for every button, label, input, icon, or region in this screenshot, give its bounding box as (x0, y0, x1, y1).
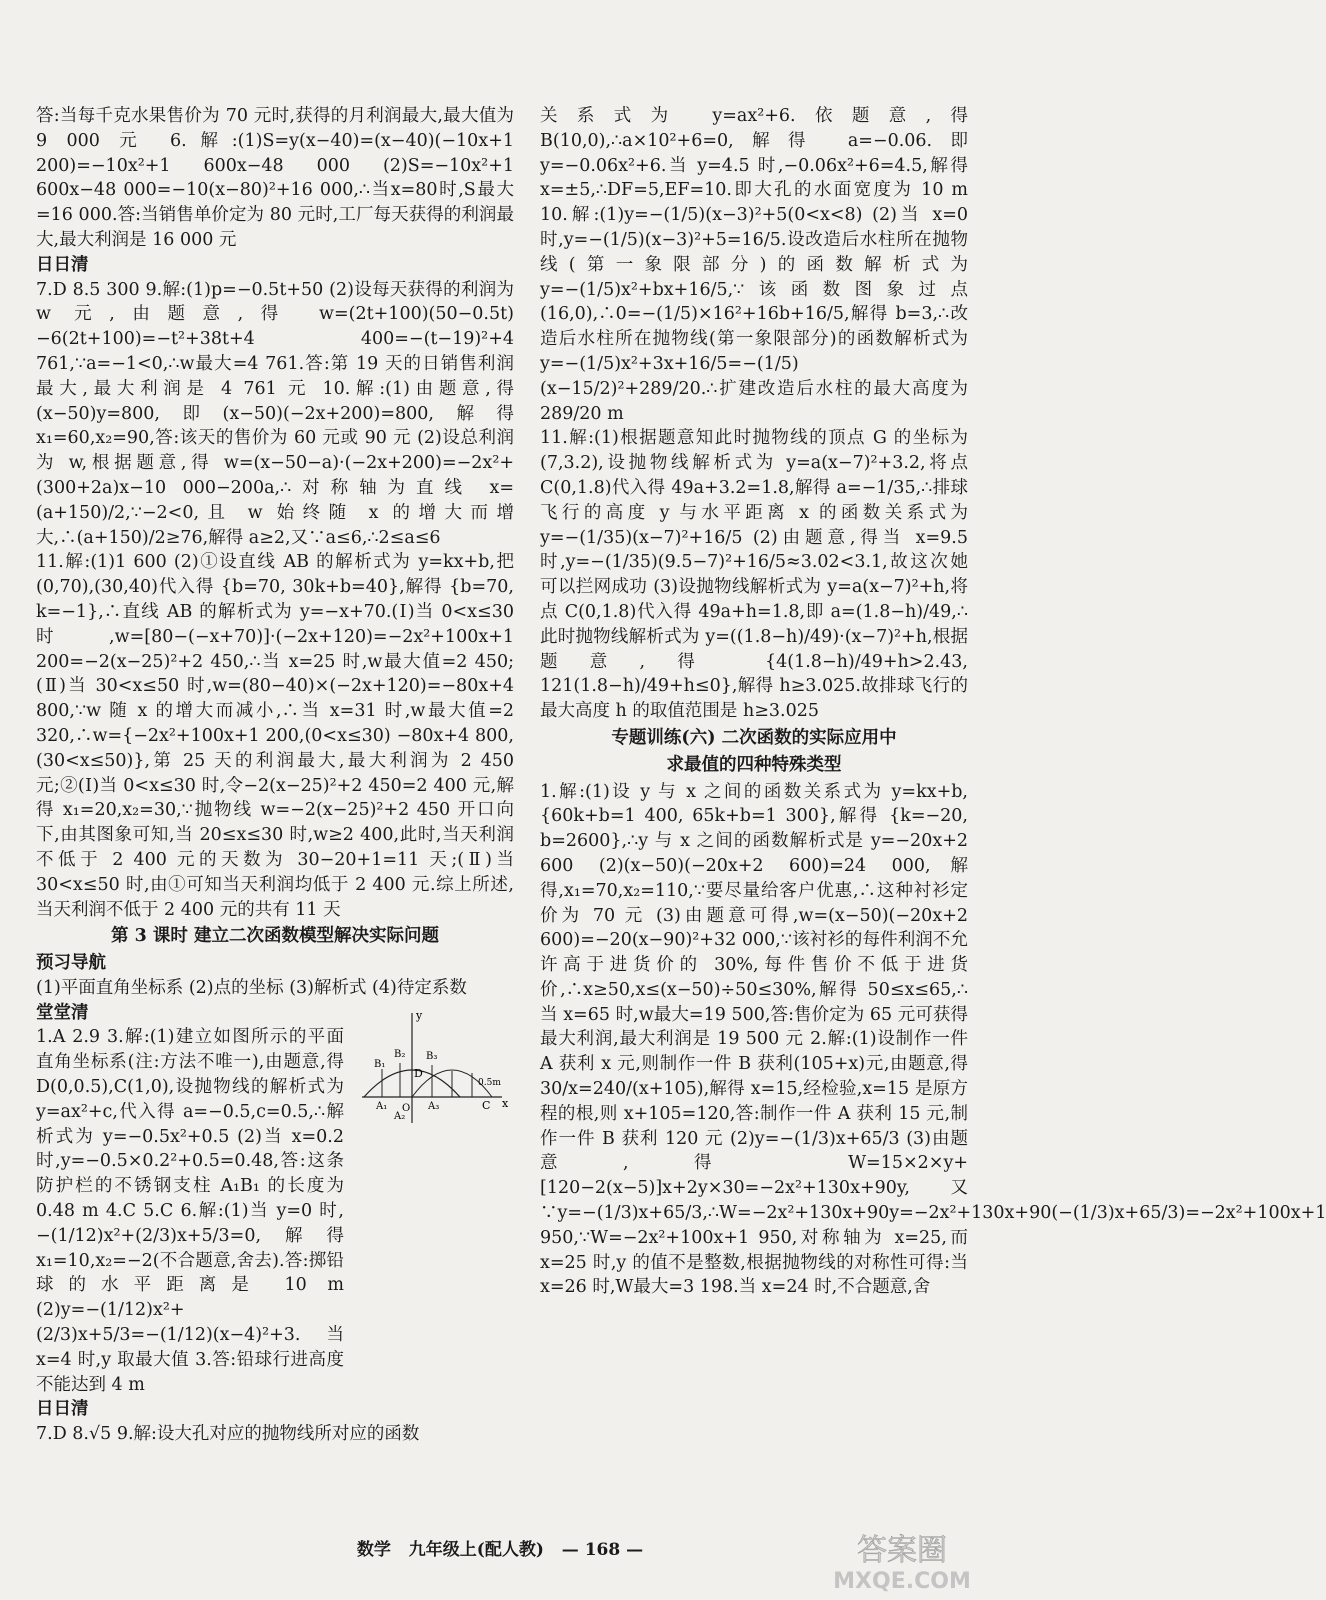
watermark-url: MXQE.COM (833, 1569, 971, 1594)
figure-label: A₃ (428, 1101, 440, 1112)
page-number: — 168 — (561, 1540, 644, 1560)
section-heading: 预习导航 (36, 953, 106, 974)
answer-block: 11.解:(1)根据题意知此时抛物线的顶点 G 的坐标为(7,3.2),设抛物线解析式为 y=a(x−7)²+3.2,将点 C(0,1.8)代入得 49a+3.2=1.8,解得 a=−1/35,∴排球飞行的高度 y 与水平距离 x 的函数关系式为 y=−(1/35)(x−7)²+16/5 (2)由题意,得当 x=9.5 时,y=−(1/35)(9.5−7)²+16/5≈3.02<3.1,故这次她可以拦网成功 (3)设抛物线解析式为 y=a(x−7)²+h,将点 C(0,1.8)代入得 49a+h=1.8,即 a=(1.8−h)/49,∴此时抛物线解析式为 y=((1.8−h)/49)·(x−7)²+h,根据题意,得 {4(1.8−h)/49+h>2.43, 121(1.8−h)/49+h≤0},解得 h≥3.025.故排球飞行的最大高度 h 的取值范围是 h≥3.025 (540, 428, 968, 722)
lesson-title: 第 3 课时 建立二次函数模型解决实际问题 (111, 926, 439, 947)
right-column (540, 104, 1326, 1300)
left-column (36, 104, 514, 1447)
figure-label: C (482, 1099, 491, 1112)
answer-block: 7.D 8.5 300 9.解:(1)p=−0.5t+50 (2)设每天获得的利润为 w 元,由题意,得 w=(2t+100)(50−0.5t)−6(2t+100)=−t²+38t+4 400=−(t−19)²+4 761,∵a=−1<0,∴w最大=4 761.答:第 19 天的日销售利润最大,最大利润是 4 761 元 10.解:(1)由题意,得(x−50)y=800,即(x−50)(−2x+200)=800,解得 x₁=60,x₂=90,答:该天的售价为 60 元或 90 元 (2)设总利润为 w,根据题意,得 w=(x−50−a)·(−2x+200)=−2x²+(300+2a)x−10 000−200a,∴对称轴为直线 x=(a+150)/2,∵−2<0,且 w 始终随 x 的增大而增大,∴(a+150)/2≥76,解得 a≥2,又∵a≤6,∴2≤a≤6 (36, 279, 514, 548)
answer-block: 1.A 2.9 3.解:(1)建立如图所示的平面直角坐标系(注:方法不唯一),由题意,得 D(0,0.5),C(1,0),设抛物线的解析式为 y=ax²+c,代入得 a=−0.5,c=0.5,∴解析式为 y=−0.5x²+0.5 (2)当 x=0.2 时,y=−0.5×0.2²+0.5=0.48,答:这条防护栏的不锈钢支柱 A₁B₁ 的长度为 0.48 m 4.C 5.C 6.解:(1)当 y=0 时,−(1/12)x²+(2/3)x+5/3=0,解得 x₁=10,x₂=−2(不合题意,舍去).答:掷铅球的水平距离是 10 m (2)y=−(1/12)x²+(2/3)x+5/3=−(1/12)(x−4)²+3.当 x=4 时,y 取最大值 3.答:铅球行进高度不能达到 4 m (36, 1027, 344, 1395)
figure-label: D (414, 1067, 423, 1080)
answer-block: (1)平面直角坐标系 (2)点的坐标 (3)解析式 (4)待定系数 (36, 977, 467, 998)
topic-title: 专题训练(六) 二次函数的实际应用中 (611, 727, 897, 748)
topic-subtitle: 求最值的四种特殊类型 (666, 754, 842, 775)
section-heading: 堂堂清 (36, 1002, 89, 1023)
figure-label: y (416, 1009, 423, 1022)
answer-block: 1.解:(1)设 y 与 x 之间的函数关系式为 y=kx+b,{60k+b=1 400, 65k+b=1 300},解得 {k=−20, b=2600},∴y 与 x 之间的函数解析式是 y=−20x+2 600 (2)(x−50)(−20x+2 600)=24 000,解得,x₁=70,x₂=110,∵要尽量给客户优惠,∴这种衬衫定价为 70 元 (3)由题意可得,w=(x−50)(−20x+2 600)=−20(x−90)²+32 000,∵该衬衫的每件利润不允许高于进货价的 30%,每件售价不低于进货价,∴x≥50,x≤(x−50)÷50≤30%,解得 50≤x≤65,∴当 x=65 时,w最大=19 500,答:售价定为 65 元可获得最大利润,最大利润是 19 500 元 2.解:(1)设制作一件 A 获利 x 元,则制作一件 B 获利(105+x)元,由题意,得 30/x=240/(x+105),解得 x=15,经检验,x=15 是原方程的根,则 x+105=120,答:制作一件 A 获利 15 元,制作一件 B 获利 120 元 (2)y=−(1/3)x+65/3 (3)由题意,得 W=15×2×y+[120−2(x−5)]x+2y×30=−2x²+130x+90y,又∵y=−(1/3)x+65/3,∴W=−2x²+130x+90y=−2x²+130x+90(−(1/3)x+65/3)=−2x²+100x+1 950,∵W=−2x²+100x+1 950,对称轴为 x=25,而 x=25 时,y 的值不是整数,根据抛物线的对称性可得:当 x=26 时,W最大=3 198.当 x=24 时,不合题意,舍 (540, 781, 1326, 1298)
figure-label: B₁ (374, 1059, 386, 1070)
answer-block: 7.D 8.√5 9.解:设大孔对应的抛物线所对应的函数 (36, 1424, 420, 1445)
section-heading: 日日清 (36, 1399, 89, 1420)
figure-label: 0.5m (478, 1078, 501, 1088)
parabola-figure (352, 1005, 514, 1127)
answer-block: 答:当每千克水果售价为 70 元时,获得的月利润最大,最大值为 9 000 元 6.解:(1)S=y(x−40)=(x−40)(−10x+1 200)=−10x²+1 600x−48 000 (2)S=−10x²+1 600x−48 000=−10(x−80)²+16 000,∴当x=80时,S最大=16 000.答:当销售单价定为 80 元时,工厂每天获得的利润最大,最大利润是 16 000 元 (36, 106, 514, 250)
answer-block: 11.解:(1)1 600 (2)①设直线 AB 的解析式为 y=kx+b,把(0,70),(30,40)代入得 {b=70, 30k+b=40},解得 {b=70, k=−1},∴直线 AB 的解析式为 y=−x+70.(Ⅰ)当 0<x≤30 时,w=[80−(−x+70)]·(−2x+120)=−2x²+100x+1 200=−2(x−25)²+2 450,∴当 x=25 时,w最大值=2 450;(Ⅱ)当 30<x≤50 时,w=(80−40)×(−2x+120)=−80x+4 800,∵w 随 x 的增大而减小,∴当 x=31 时,w最大值=2 320,∴w={−2x²+100x+1 200,(0<x≤30) −80x+4 800,(30<x≤50)},第 25 天的利润最大,最大利润为 2 450 元;②(Ⅰ)当 0<x≤30 时,令−2(x−25)²+2 450=2 400 元,解得 x₁=20,x₂=30,∵抛物线 w=−2(x−25)²+2 450 开口向下,由其图象可知,当 20≤x≤30 时,w≥2 400,此时,当天利润不低于 2 400 元的天数为 30−20+1=11 天;(Ⅱ)当 30<x≤50 时,由①可知当天利润均低于 2 400 元.综上所述,当天利润不低于 2 400 元的共有 11 天 (36, 552, 514, 920)
section-heading: 日日清 (36, 254, 89, 275)
figure-label: A₁ (376, 1101, 388, 1112)
figure-label: B₂ (394, 1049, 406, 1060)
footer-subject: 数学 (356, 1540, 391, 1560)
footer-grade: 九年级上(配人教) (408, 1540, 544, 1560)
figure-label: A₂ (394, 1111, 406, 1122)
answer-block: 关系式为 y=ax²+6.依题意,得 B(10,0),∴a×10²+6=0,解得 a=−0.06.即 y=−0.06x²+6.当 y=4.5 时,−0.06x²+6=4.5,解得 x=±5,∴DF=5,EF=10.即大孔的水面宽度为 10 m 10.解:(1)y=−(1/5)(x−3)²+5(0<x<8) (2)当 x=0 时,y=−(1/5)(x−3)²+5=16/5.设改造后水柱所在抛物线(第一象限部分)的函数解析式为 y=−(1/5)x²+bx+16/5,∵该函数图象过点(16,0),∴0=−(1/5)×16²+16b+16/5,解得 b=3,∴改造后水柱所在抛物线(第一象限部分)的函数解析式为 y=−(1/5)x²+3x+16/5=−(1/5)(x−15/2)²+289/20.∴扩建改造后水柱的最大高度为 289/20 m (540, 106, 968, 424)
figure-label: O (402, 1103, 411, 1114)
figure-label: x (502, 1097, 509, 1110)
watermark-text: 答案圈 (857, 1533, 947, 1568)
watermark-logo (822, 1526, 982, 1594)
figure-label: B₃ (426, 1051, 438, 1062)
